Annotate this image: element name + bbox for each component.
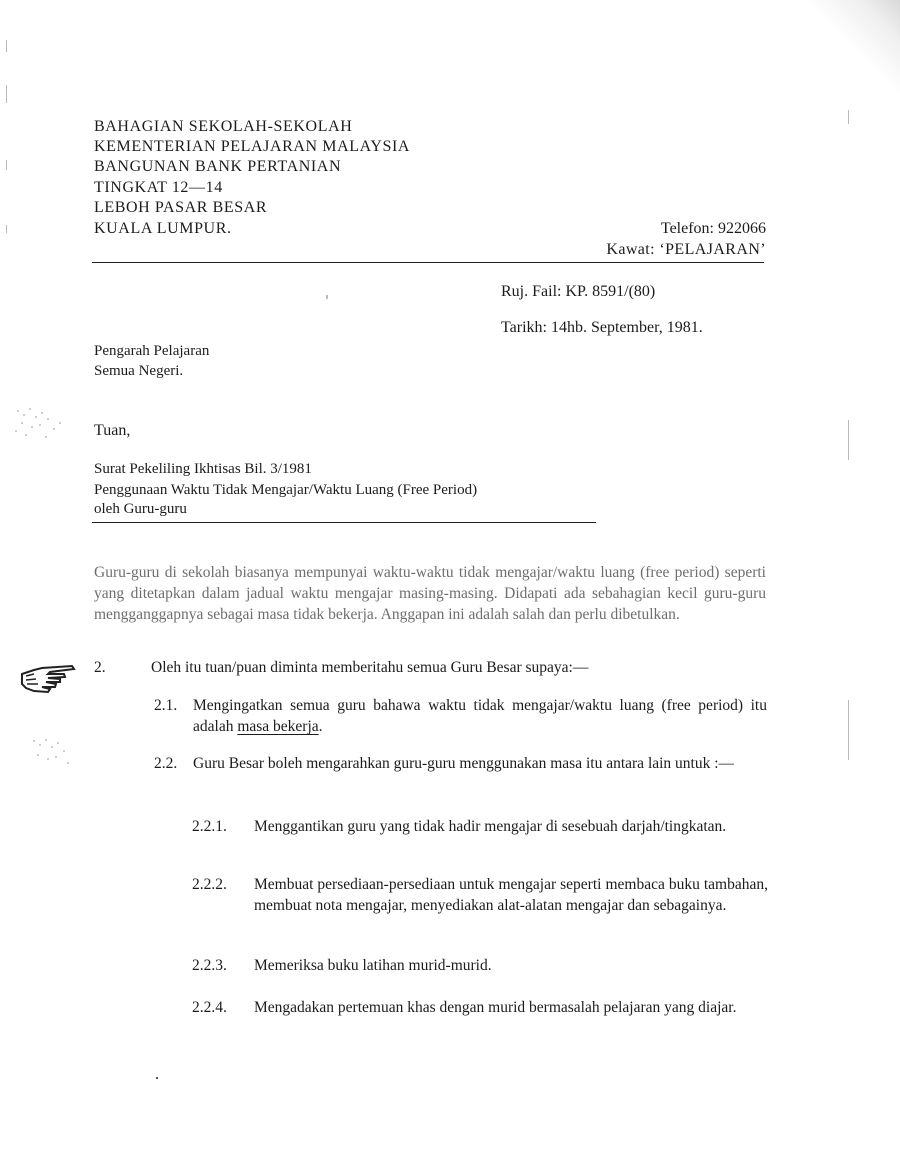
subject-line-3: oleh Guru-guru	[94, 501, 187, 517]
sub-item-2-2-2-text: Membuat persediaan-persediaan untuk mengajar seperti membaca buku tambahan, membuat nota mengajar, menyediakan alat-alatan mengajar dan sebagainya.	[254, 876, 768, 914]
letterhead-line-4: TINGKAT 12—14	[94, 179, 223, 196]
salutation: Tuan,	[94, 422, 131, 439]
item-2-1-number: 2.1.	[154, 697, 178, 714]
paragraph-2-text: Oleh itu tuan/puan diminta memberitahu semua Guru Besar supaya:—	[151, 659, 589, 676]
paragraph-2-number: 2.	[94, 659, 106, 676]
scan-corner-shadow	[780, 0, 900, 120]
scan-mark	[848, 420, 849, 460]
scan-mark	[6, 40, 7, 52]
item-2-1-text-end: .	[318, 718, 323, 735]
sub-item-2-2-1-text: Menggantikan guru yang tidak hadir mengajar di sesebuah darjah/tingkatan.	[254, 818, 727, 835]
scan-noise	[10, 405, 70, 445]
letterhead-line-2: KEMENTERIAN PELAJARAN MALAYSIA	[94, 138, 411, 155]
scan-mark	[6, 85, 7, 103]
sub-item-2-2-2-number: 2.2.2.	[192, 876, 227, 893]
sub-item-2-2-4-number: 2.2.4.	[192, 999, 227, 1016]
telefon-number: Telefon: 922066	[660, 220, 766, 237]
scan-mark	[6, 225, 7, 233]
sub-item-2-2-1-number: 2.2.1.	[192, 818, 227, 835]
letterhead-line-6: KUALA LUMPUR.	[94, 220, 232, 237]
letterhead-line-1: BAHAGIAN SEKOLAH-SEKOLAH	[94, 118, 353, 135]
paragraph-1: Guru-guru di sekolah biasanya mempunyai waktu-waktu tidak mengajar/waktu luang (free period) seperti yang ditetapkan dalam jadual waktu mengajar masing-masing. Didapati ada sebahagian kecil guru-guru mengganggapnya sebagai masa tidak bekerja. Anggapan ini adalah salah dan perlu dibetulkan.	[94, 564, 766, 623]
item-2-1-text-underlined: masa bekerja	[237, 718, 319, 735]
letter-date: Tarikh: 14hb. September, 1981.	[501, 319, 703, 336]
scan-mark	[326, 295, 328, 299]
subject-underline	[92, 522, 596, 523]
letterhead-divider	[92, 262, 764, 263]
subject-line-1: Surat Pekeliling Ikhtisas Bil. 3/1981	[94, 461, 312, 477]
letterhead-line-3: BANGUNAN BANK PERTANIAN	[94, 158, 342, 175]
scan-mark	[848, 700, 849, 760]
sub-item-2-2-3-number: 2.2.3.	[192, 957, 227, 974]
recipient-line-1: Pengarah Pelajaran	[94, 343, 210, 359]
recipient-line-2: Semua Negeri.	[94, 363, 184, 379]
letterhead-line-5: LEBOH PASAR BESAR	[94, 199, 268, 216]
sub-item-2-2-4-text: Mengadakan pertemuan khas dengan murid bermasalah pelajaran yang diajar.	[254, 999, 737, 1016]
scan-mark	[156, 1077, 158, 1079]
scan-mark	[6, 160, 7, 170]
scan-noise	[28, 735, 74, 769]
pointing-hand-icon	[20, 660, 78, 701]
subject-line-2: Penggunaan Waktu Tidak Mengajar/Waktu Luang (Free Period)	[94, 482, 478, 498]
item-2-2-number: 2.2.	[154, 755, 178, 772]
item-2-2-text: Guru Besar boleh mengarahkan guru-guru menggunakan masa itu antara lain untuk :—	[193, 755, 735, 772]
item-2-1-text-main: Mengingatkan semua guru bahawa waktu tidak mengajar/waktu luang (free period) itu adalah	[193, 697, 767, 735]
kawat-address: Kawat: ‘PELAJARAN’	[606, 241, 766, 258]
file-reference: Ruj. Fail: KP. 8591/(80)	[501, 283, 656, 300]
item-2-1-text	[193, 695, 767, 737]
sub-item-2-2-3-text: Memeriksa buku latihan murid-murid.	[254, 957, 492, 974]
